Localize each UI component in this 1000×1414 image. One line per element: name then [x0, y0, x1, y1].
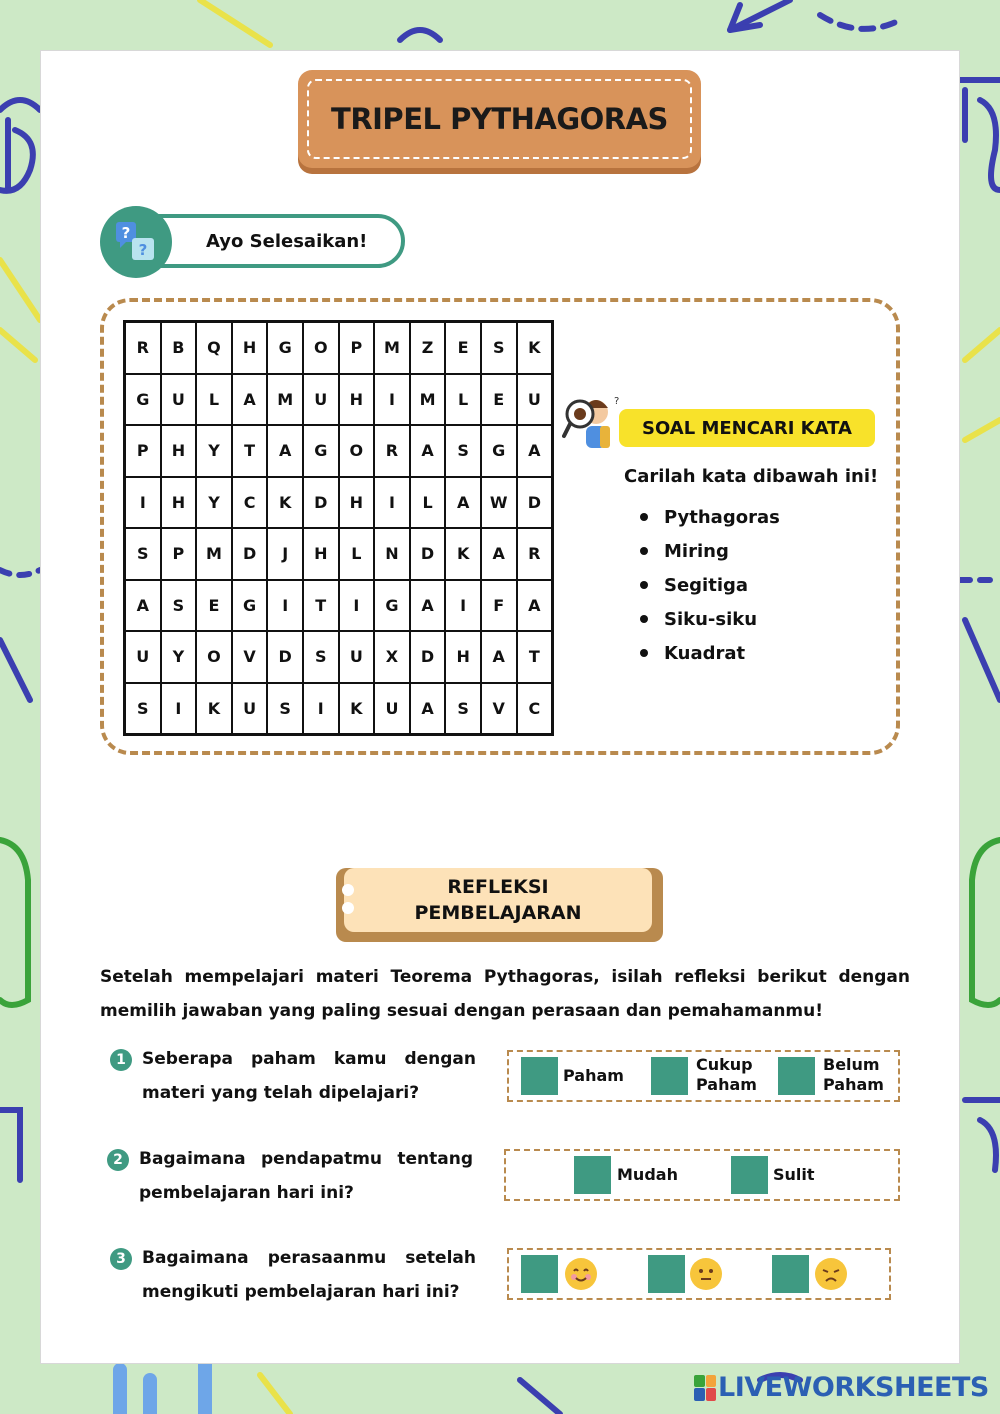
grid-cell[interactable]: R [374, 425, 410, 477]
grid-cell[interactable]: P [161, 528, 197, 580]
grid-cell[interactable]: U [303, 374, 339, 426]
grid-cell[interactable]: K [196, 683, 232, 735]
reflection-banner [336, 868, 663, 942]
grid-cell[interactable]: S [125, 528, 161, 580]
question-word: dengan [404, 1049, 476, 1069]
question-word: Bagaimana [139, 1149, 246, 1169]
binder-hole [342, 902, 354, 914]
grid-cell[interactable]: I [445, 580, 481, 632]
grid-cell[interactable]: E [481, 374, 517, 426]
grid-cell[interactable]: P [125, 425, 161, 477]
grid-cell[interactable]: I [303, 683, 339, 735]
grid-cell[interactable]: T [232, 425, 268, 477]
grid-cell[interactable]: A [232, 374, 268, 426]
grid-cell[interactable]: S [481, 322, 517, 374]
grid-cell[interactable]: H [232, 322, 268, 374]
grid-cell[interactable]: O [303, 322, 339, 374]
grid-cell[interactable]: A [517, 425, 553, 477]
grid-cell[interactable]: I [267, 580, 303, 632]
reflection-title-line2: PEMBELAJARAN [414, 902, 582, 924]
grid-cell[interactable]: J [267, 528, 303, 580]
grid-cell[interactable]: A [517, 580, 553, 632]
reflection-intro: Setelah mempelajari materi Teorema Pythagoras, isilah refleksi berikut dengan memilih jawaban yang paling sesuai dengan perasaan dan pemahamanmu! [100, 967, 910, 1021]
question-1-text [142, 1042, 476, 1110]
grid-cell[interactable]: V [481, 683, 517, 735]
grid-cell[interactable]: S [125, 683, 161, 735]
grid-cell[interactable]: S [445, 683, 481, 735]
grid-cell[interactable]: H [303, 528, 339, 580]
question-3-line1 [142, 1241, 476, 1275]
neutral-face-emoji [690, 1258, 722, 1290]
word-list-item [640, 636, 780, 670]
grid-cell[interactable]: S [303, 631, 339, 683]
grid-cell[interactable]: P [339, 322, 375, 374]
grid-cell[interactable]: Q [196, 322, 232, 374]
question-number-1: 1 [110, 1049, 132, 1071]
word-list-item [640, 500, 780, 534]
grid-cell[interactable]: R [125, 322, 161, 374]
grid-cell[interactable]: F [481, 580, 517, 632]
grid-cell[interactable]: E [445, 322, 481, 374]
question-2-text [139, 1142, 473, 1210]
binder-hole [342, 884, 354, 896]
grid-cell[interactable]: R [517, 528, 553, 580]
grid-cell[interactable]: D [267, 631, 303, 683]
grid-cell[interactable]: I [374, 374, 410, 426]
grid-cell[interactable]: H [161, 477, 197, 529]
word-list [640, 500, 780, 670]
option-checkbox-mudah[interactable] [574, 1156, 611, 1194]
question-1-line2: materi yang telah dipelajari? [142, 1083, 420, 1103]
grid-cell[interactable]: I [374, 477, 410, 529]
grid-cell[interactable]: U [125, 631, 161, 683]
option-label-sulit: Sulit [773, 1165, 815, 1184]
liveworksheets-logo-icon [694, 1375, 716, 1401]
grid-cell[interactable]: Y [196, 425, 232, 477]
word-list-text: Kuadrat [664, 642, 746, 664]
grid-cell[interactable]: O [196, 631, 232, 683]
question-word: tentang [397, 1149, 473, 1169]
detective-kid-icon [562, 392, 622, 452]
grid-cell[interactable]: I [161, 683, 197, 735]
question-word: pendapatmu [261, 1149, 383, 1169]
grid-cell[interactable]: G [303, 425, 339, 477]
word-list-item [640, 602, 780, 636]
question-word: paham [250, 1049, 316, 1069]
grid-cell[interactable]: G [232, 580, 268, 632]
question-number-3: 3 [110, 1248, 132, 1270]
question-2-options [504, 1149, 900, 1201]
grid-cell[interactable]: A [410, 425, 446, 477]
title-banner [298, 70, 701, 168]
grid-cell[interactable]: A [125, 580, 161, 632]
bullet-icon [640, 547, 648, 555]
bullet-icon [640, 615, 648, 623]
grid-cell[interactable]: L [339, 528, 375, 580]
grid-cell[interactable]: A [410, 580, 446, 632]
word-search-grid [123, 320, 554, 736]
grid-cell[interactable]: M [196, 528, 232, 580]
grid-cell[interactable]: B [161, 322, 197, 374]
grid-cell[interactable]: W [481, 477, 517, 529]
question-word: Bagaimana [142, 1248, 249, 1268]
grid-cell[interactable]: H [445, 631, 481, 683]
grid-cell[interactable]: U [161, 374, 197, 426]
grid-cell[interactable]: G [125, 374, 161, 426]
grid-cell[interactable]: H [339, 477, 375, 529]
word-search-badge [619, 409, 875, 447]
liveworksheets-branding [694, 1372, 989, 1403]
word-list-text: Miring [664, 540, 729, 562]
option-label-mudah: Mudah [617, 1165, 678, 1184]
bullet-icon [640, 649, 648, 657]
option-checkbox-sad[interactable] [772, 1255, 809, 1293]
svg-text:?: ? [614, 396, 620, 407]
grid-cell[interactable]: X [374, 631, 410, 683]
word-list-text: Segitiga [664, 574, 749, 596]
grid-cell[interactable]: G [481, 425, 517, 477]
liveworksheets-text: LIVEWORKSHEETS [718, 1372, 989, 1403]
grid-cell[interactable]: A [410, 683, 446, 735]
option-checkbox-sulit[interactable] [731, 1156, 768, 1194]
grid-cell[interactable]: S [445, 425, 481, 477]
bullet-icon [640, 581, 648, 589]
grid-cell[interactable]: L [410, 477, 446, 529]
option-checkbox-paham[interactable] [521, 1057, 558, 1095]
grid-cell[interactable]: H [161, 425, 197, 477]
grid-cell[interactable]: U [232, 683, 268, 735]
grid-cell[interactable]: A [481, 528, 517, 580]
grid-cell[interactable]: S [267, 683, 303, 735]
option-label-line: Cukup [696, 1055, 753, 1074]
sad-face-emoji [815, 1258, 847, 1290]
grid-cell[interactable]: K [339, 683, 375, 735]
question-1-line1 [142, 1042, 476, 1076]
grid-cell[interactable]: N [374, 528, 410, 580]
reflection-banner-inner [344, 868, 652, 932]
grid-cell[interactable]: K [517, 322, 553, 374]
smiling-face-emoji [565, 1258, 597, 1290]
word-list-item [640, 568, 780, 602]
grid-cell[interactable]: U [339, 631, 375, 683]
grid-cell[interactable]: M [267, 374, 303, 426]
title-banner-inner [307, 79, 692, 159]
grid-cell[interactable]: A [267, 425, 303, 477]
word-search-instruction: Carilah kata dibawah ini! [624, 466, 879, 487]
question-3-text [142, 1241, 476, 1309]
grid-cell[interactable]: Y [196, 477, 232, 529]
grid-cell[interactable]: A [481, 631, 517, 683]
question-word: perasaanmu [267, 1248, 387, 1268]
grid-cell[interactable]: I [125, 477, 161, 529]
grid-cell[interactable]: M [410, 374, 446, 426]
grid-cell[interactable]: T [517, 631, 553, 683]
option-checkbox-happy[interactable] [521, 1255, 558, 1293]
grid-cell[interactable]: L [445, 374, 481, 426]
grid-cell[interactable]: M [374, 322, 410, 374]
grid-cell[interactable]: D [517, 477, 553, 529]
grid-cell[interactable]: U [517, 374, 553, 426]
word-list-item [640, 534, 780, 568]
grid-cell[interactable]: Z [410, 322, 446, 374]
grid-cell[interactable]: G [374, 580, 410, 632]
reflection-title-line1: REFLEKSI [447, 876, 549, 898]
grid-cell[interactable]: K [445, 528, 481, 580]
question-number-2: 2 [107, 1149, 129, 1171]
option-label-line: Paham [823, 1075, 884, 1094]
question-2-line1 [139, 1142, 473, 1176]
grid-cell[interactable]: D [303, 477, 339, 529]
grid-cell[interactable]: U [374, 683, 410, 735]
section-label: Ayo Selesaikan! [206, 230, 368, 252]
option-checkbox-cukup-paham[interactable] [651, 1057, 688, 1095]
question-word: kamu [333, 1049, 387, 1069]
grid-cell[interactable]: Y [161, 631, 197, 683]
page-title: TRIPEL PYTHAGORAS [331, 102, 668, 136]
option-checkbox-belum-paham[interactable] [778, 1057, 815, 1095]
svg-text:?: ? [138, 241, 148, 259]
option-label-cukup-paham [696, 1055, 757, 1095]
grid-cell[interactable]: V [232, 631, 268, 683]
grid-cell[interactable]: H [339, 374, 375, 426]
question-2-line2: pembelajaran hari ini? [139, 1183, 354, 1203]
grid-cell[interactable]: C [517, 683, 553, 735]
grid-cell[interactable]: A [445, 477, 481, 529]
question-word: setelah [405, 1248, 476, 1268]
grid-cell[interactable]: G [267, 322, 303, 374]
grid-cell[interactable]: E [196, 580, 232, 632]
word-list-text: Pythagoras [664, 506, 780, 528]
grid-cell[interactable]: I [339, 580, 375, 632]
grid-cell[interactable]: L [196, 374, 232, 426]
grid-cell[interactable]: C [232, 477, 268, 529]
option-label-belum-paham [823, 1055, 884, 1095]
option-checkbox-neutral[interactable] [648, 1255, 685, 1293]
grid-cell[interactable]: S [161, 580, 197, 632]
grid-cell[interactable]: D [410, 631, 446, 683]
question-word: Seberapa [142, 1049, 233, 1069]
grid-cell[interactable]: T [303, 580, 339, 632]
option-label-line: Belum [823, 1055, 880, 1074]
question-3-line2: mengikuti pembelajaran hari ini? [142, 1282, 460, 1302]
grid-cell[interactable]: D [410, 528, 446, 580]
option-label-paham: Paham [563, 1066, 624, 1085]
question-bubbles-icon [100, 206, 172, 278]
bullet-icon [640, 513, 648, 521]
word-list-text: Siku-siku [664, 608, 758, 630]
grid-cell[interactable]: D [232, 528, 268, 580]
grid-cell[interactable]: K [267, 477, 303, 529]
grid-cell[interactable]: O [339, 425, 375, 477]
option-label-line: Paham [696, 1075, 757, 1094]
word-search-badge-text: SOAL MENCARI KATA [642, 417, 852, 439]
svg-text:?: ? [121, 224, 131, 242]
